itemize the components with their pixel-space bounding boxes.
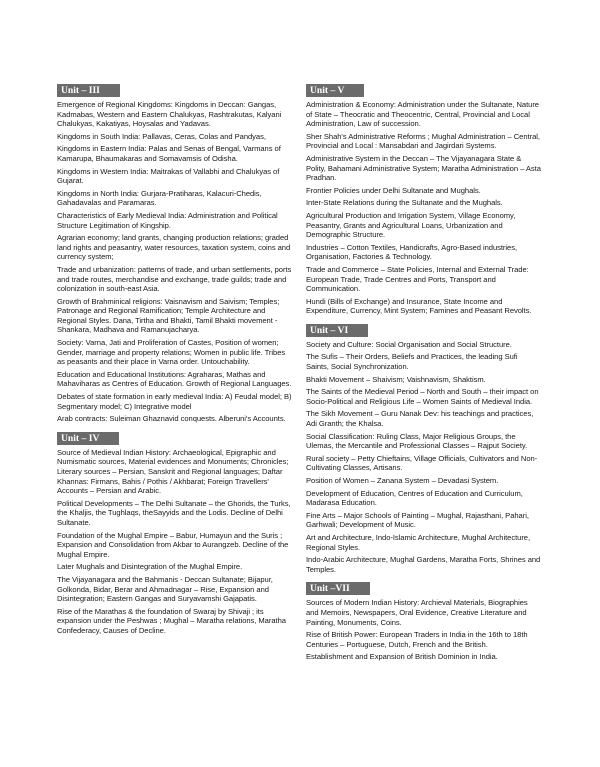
topic-paragraph: The Sufis – Their Orders, Beliefs and Practices, the leading Sufi Saints, Social Synchronization. bbox=[306, 352, 518, 372]
topic-paragraph: Later Mughals and Disintegration of the Mughal Empire. bbox=[57, 562, 243, 572]
topic-paragraph: Source of Medieval Indian History: Archaeological, Epigraphic and Numismatic sources, Material evidences and Monuments; Chronicles; Literary sources – Persian, Sanskrit and Regional languages; Daftar Khannas: Firmans, Bahis / Pothis / Akhbarat; Foreign Travellers' Accounts – Persian and Arabic. bbox=[57, 447, 289, 496]
topic-paragraph: Industries – Cotton Textiles, Handicrafts, Agro-Based industries, Organisation, Factories & Technology. bbox=[306, 242, 518, 262]
topic-paragraph: Trade and Commerce – State Policies, Internal and External Trade: European Trade, Trade Centres and Ports, Transport and Communication. bbox=[306, 264, 529, 294]
topic-paragraph: Position of Women – Zanana System – Devadasi System. bbox=[306, 476, 499, 485]
topic-paragraph: Kingdoms in North India: Gurjara-Pratiharas, Kalacuri-Chedis, Gahadavalas and Paramaras. bbox=[57, 188, 262, 208]
unit-heading: Unit – III bbox=[57, 84, 120, 97]
topic-paragraph: Administration & Economy: Administration under the Sultanate, Nature of State – Theocratic and Theocentric, Central, Provincial and Local Administration, Law of succession. bbox=[306, 100, 539, 129]
topic-paragraph: Sher Shah's Administrative Reforms ; Mughal Administration – Central, Provincial and Local : Mansabdari and Jagirdari Systems. bbox=[306, 131, 540, 151]
topic-paragraph: The Sikh Movement – Guru Nanak Dev: his teachings and practices, Adi Granth; the Khalsa. bbox=[306, 409, 534, 429]
topic-paragraph: Rural society – Petty Chieftains, Village Officials, Cultivators and Non-Cultivating Classes, Artisans. bbox=[306, 453, 538, 473]
topic-paragraph: Arab contracts: Suleiman Ghaznavid conquests. Alberuni's Accounts. bbox=[57, 414, 286, 424]
topic-paragraph: The Saints of the Medieval Period – North and South – their impact on Socio-Political and Religious Life – Women Saints of Medieval India. bbox=[306, 387, 539, 406]
topic-paragraph: The Vijayanagara and the Bahmanis - Deccan Sultanate; Bijapur, Golkonda, Bidar, Berar and Ahmadnagar – Rise, Expansion and Disintegration; Eastern Gangas and Suryavamshi Gajapatis. bbox=[57, 574, 273, 604]
topic-paragraph: Trade and urbanization: patterns of trade, and urban settlements, ports and trade routes, merchandise and exchange, trade guilds; trade and colonization in south-east Asia. bbox=[57, 264, 292, 294]
topic-paragraph: Debates of state formation in early medieval India: A) Feudal model; B) Segmentary model; C) Integrative model bbox=[57, 392, 292, 411]
topic-paragraph: Sources of Modern Indian History: Archieval Materials, Biographies and Memoirs, Newspapers, Oral Evidence, Creative Literature and Painting, Monuments, Coins. bbox=[306, 598, 528, 627]
topic-paragraph: Rise of British Power: European Traders in India in the 16th to 18th Centuries – Portuguese, Dutch, French and the British. bbox=[306, 630, 528, 649]
topic-paragraph: Agricultural Production and Irrigation System, Village Economy, Peasantry, Grants and Agricultural Loans, Urbanization and Demographic Structure. bbox=[306, 210, 516, 240]
unit-section bbox=[57, 428, 293, 636]
unit-section bbox=[57, 80, 293, 424]
topic-paragraph: Society and Culture: Social Organisation and Social Structure. bbox=[306, 339, 512, 349]
topic-paragraph: Indo-Arabic Architecture, Mughal Gardens, Maratha Forts, Shrines and Temples. bbox=[306, 555, 541, 574]
topic-paragraph: Kingdoms in Eastern India: Palas and Senas of Bengal, Varmans of Kamarupa, Bhaumakaras and Somavamsis of Odisha. bbox=[57, 144, 281, 163]
left-column bbox=[57, 80, 293, 640]
topic-paragraph: Hundi (Bills of Exchange) and Insurance, State Income and Expenditure, Currency, Mint System; Famines and Peasant Revolts. bbox=[306, 296, 532, 316]
unit-heading: Unit – VI bbox=[306, 324, 368, 337]
topic-paragraph: Kingdoms in South India: Pallavas, Ceras, Colas and Pandyas, bbox=[57, 131, 266, 141]
topic-paragraph: Bhakti Movement – Shaivism; Vaishnavism, Shaktism. bbox=[306, 374, 486, 384]
topic-paragraph: Administrative System in the Deccan – The Vijayanagara State & Polity, Bahamani Administrative System; Maratha Administration – Asta Pradhan. bbox=[306, 153, 541, 183]
topic-paragraph: Characteristics of Early Medieval India: Administration and Political Structure Legitimation of Kingship. bbox=[57, 210, 278, 230]
topic-paragraph: Social Classification: Ruling Class, Major Religious Groups, the Ulemas, the Mercantile and Professional Classes – Rajput Society. bbox=[306, 431, 528, 451]
unit-heading: Unit –VII bbox=[306, 582, 370, 595]
unit-section bbox=[306, 80, 542, 316]
topic-paragraph: Frontier Policies under Delhi Sultanate and Mughals. bbox=[306, 185, 481, 195]
topic-paragraph: Growth of Brahminical religions: Vaisnavism and Saivism; Temples; Patronage and Regional Ramification; Temple Architecture and Regional Styles. Dana, Tirtha and Bhakti, Tamil Bhakti movement - Shankara, Madhava and Ramanujacharya. bbox=[57, 296, 280, 335]
unit-section bbox=[306, 320, 542, 574]
topic-paragraph: Emergence of Regional Kingdoms: Kingdoms in Deccan: Gangas, Kadmabas, Western and Eastern Chalukyas, Rashtrakutas, Kalyani Chalukyas, Kakatiyas, Hoysalas and Yadavas. bbox=[57, 100, 282, 129]
topic-paragraph: Fine Arts – Major Schools of Painting – Mughal, Rajasthani, Pahari, Garhwali; Development of Music. bbox=[306, 510, 529, 530]
topic-paragraph: Art and Architecture, Indo-Islamic Architecture, Mughal Architecture, Regional Styles. bbox=[306, 532, 531, 552]
topic-paragraph: Foundation of the Mughal Empire – Babur, Humayun and the Suris ; Expansion and Consolidation from Akbar to Aurangzeb. Decline of the Mughal Empire. bbox=[57, 530, 289, 559]
unit-heading: Unit – V bbox=[306, 84, 364, 97]
topic-paragraph: Establishment and Expansion of British Dominion in India. bbox=[306, 652, 498, 662]
topic-paragraph: Kingdoms in Western India: Maitrakas of Vallabhi and Chalukyas of Gujarat. bbox=[57, 166, 280, 186]
topic-paragraph: Society: Varna, Jati and Proliferation of Castes, Position of women; Gender, marriage and property relations; Women in public life. Tribes as peasants and their place in Varna order. Untouchability. bbox=[57, 338, 286, 367]
unit-heading: Unit – IV bbox=[57, 432, 119, 445]
topic-paragraph: Inter-State Relations during the Sultanate and the Mughals. bbox=[306, 198, 503, 208]
topic-paragraph: Agrarian economy; land grants, changing production relations; graded land rights and peasantry, water resources, taxation system, coins and currency system; bbox=[57, 233, 291, 262]
right-column bbox=[306, 80, 542, 666]
topic-paragraph: Education and Educational Institutions: Agraharas, Mathas and Mahaviharas as Centres of Education. Growth of Regional Languages. bbox=[57, 369, 292, 389]
topic-paragraph: Political Developments – The Delhi Sultanate – the Ghorids, the Turks, the Khaljis, the Tughlaqs, theSayyids and the Lodis. Decline of Delhi Sultanate. bbox=[57, 498, 291, 527]
unit-section bbox=[306, 578, 542, 662]
topic-paragraph: Development of Education, Centres of Education and Curriculum, Madarasa Education. bbox=[306, 488, 523, 508]
topic-paragraph: Rise of the Marathas & the foundation of Swaraj by Shivaji ; its expansion under the Peshwas ; Mughal – Maratha relations, Maratha Confederacy, Causes of Decline. bbox=[57, 606, 286, 635]
